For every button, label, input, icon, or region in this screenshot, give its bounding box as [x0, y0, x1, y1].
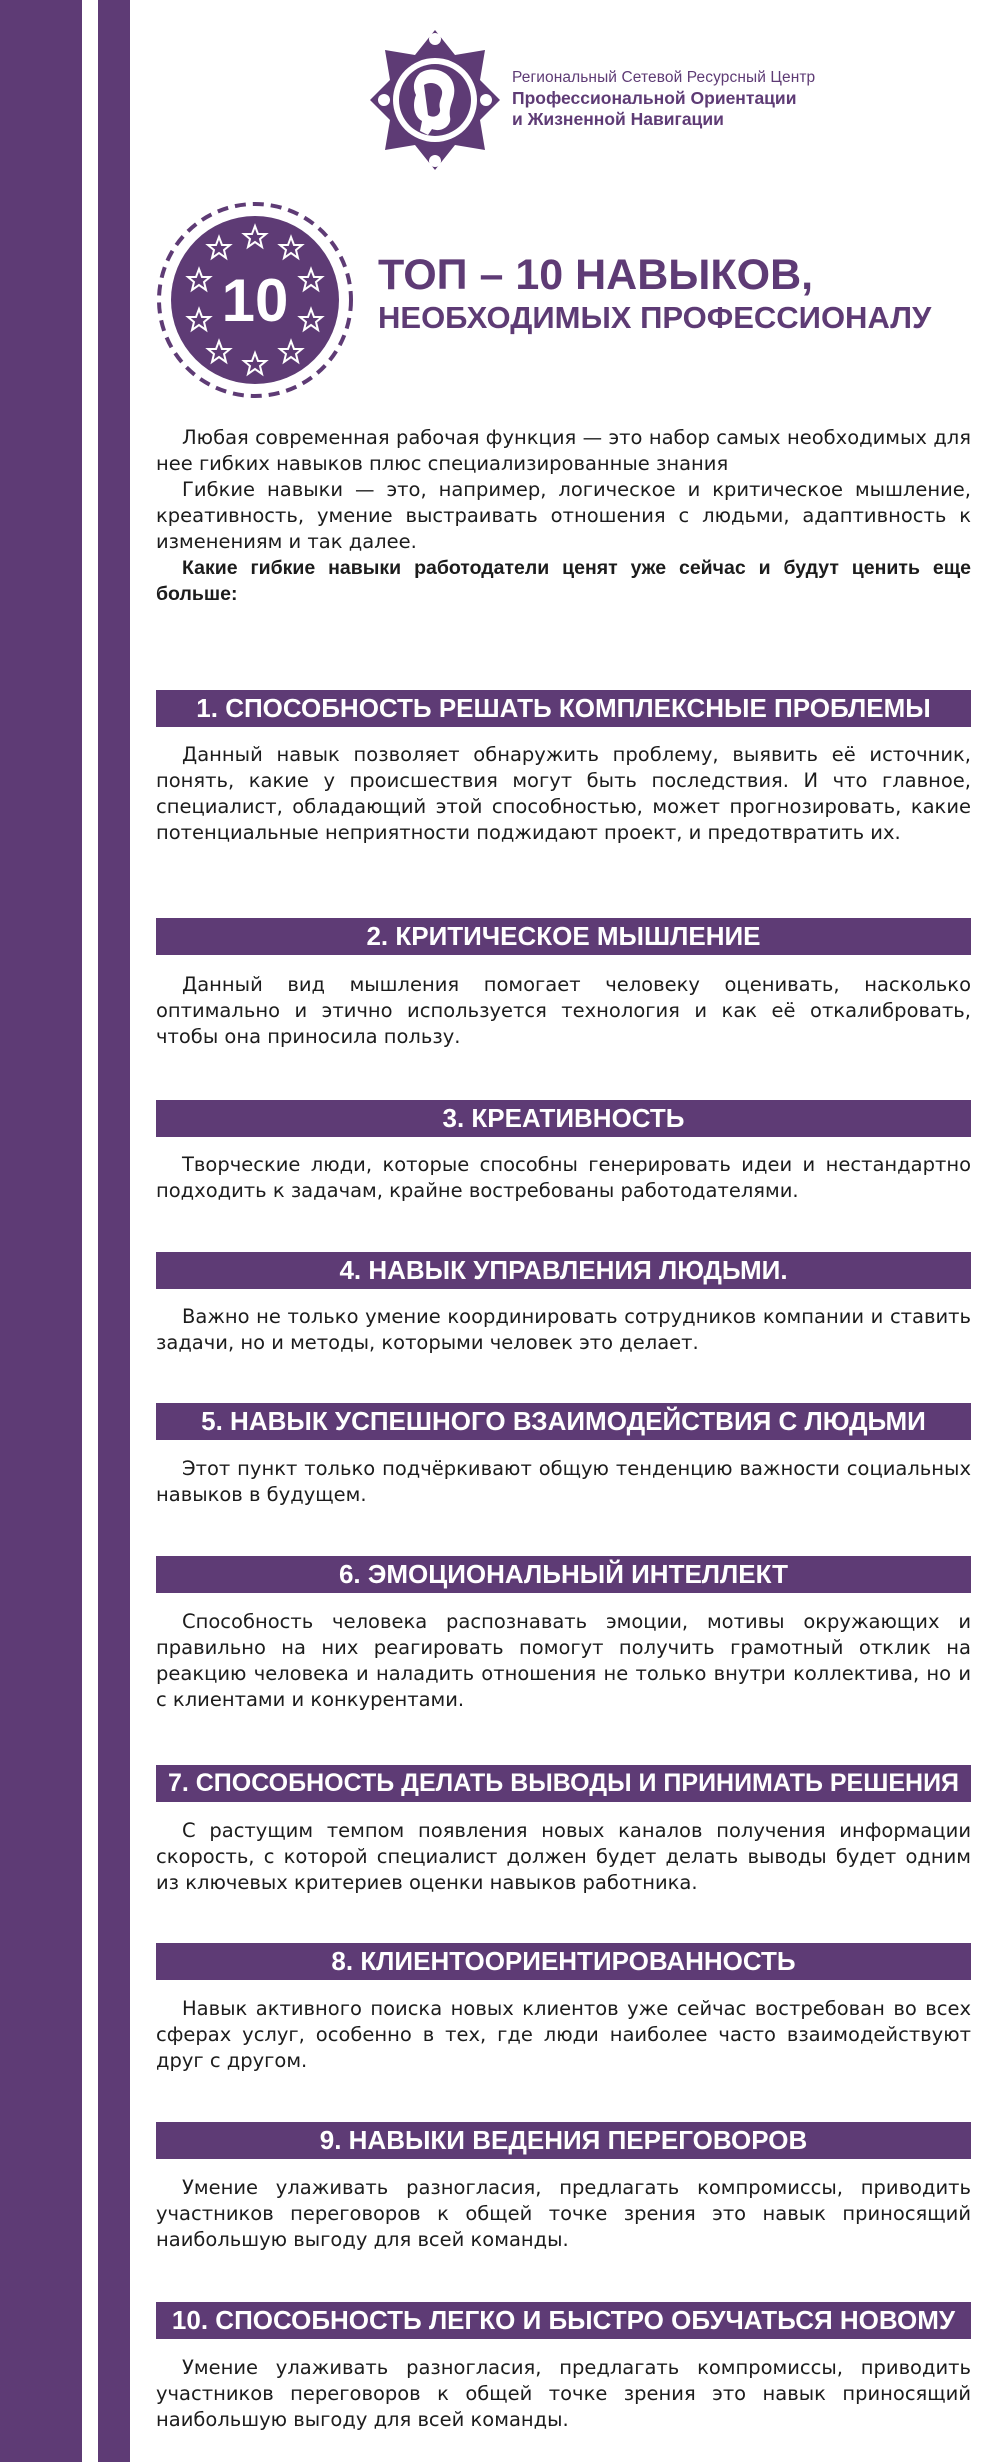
badge-number: 10 [221, 267, 289, 334]
left-stripe-wide [0, 0, 82, 2462]
skill-8-text: Навык активного поиска новых клиентов уже сейчас востребован во всех сферах услуг, особенно в тех, где люди наиболее часто взаимодействуют друг с другом. [156, 1997, 971, 2072]
logo-text [512, 67, 815, 130]
title-line-2: НЕОБХОДИМЫХ ПРОФЕССИОНАЛУ [378, 300, 932, 335]
skill-7-header: 7. СПОСОБНОСТЬ ДЕЛАТЬ ВЫВОДЫ И ПРИНИМАТЬ РЕШЕНИЯ [156, 1765, 971, 1802]
skill-1-header: 1. СПОСОБНОСТЬ РЕШАТЬ КОМПЛЕКСНЫЕ ПРОБЛЕМЫ [156, 690, 971, 727]
left-stripe-narrow [98, 0, 130, 2462]
skill-6-text: Способность человека распознавать эмоции, мотивы окружающих и правильно на них реагировать помогут получить грамотный отклик на реакцию человека и наладить отношения не только внутри коллектива, но и с клиентами и конкурентами. [156, 1610, 971, 1711]
logo-line-1: Региональный Сетевой Ресурсный Центр [512, 69, 816, 86]
page-title [378, 252, 931, 338]
compass-emblem-icon [370, 25, 500, 175]
top-10-badge [155, 200, 355, 400]
logo-line-3: и Жизненной Навигации [512, 109, 724, 129]
skill-10-text: Умение улаживать разногласия, предлагать компромиссы, приводить участников переговоров к общей точке зрения это навык приносящий наибольшую выгоду для всей команды. [156, 2356, 971, 2431]
organization-logo [370, 25, 1000, 175]
skill-10-header: 10. СПОСОБНОСТЬ ЛЕГКО И БЫСТРО ОБУЧАТЬСЯ НОВОМУ [156, 2302, 971, 2339]
skill-5-text: Этот пункт только подчёркивают общую тенденцию важности социальных навыков в будущем. [156, 1457, 971, 1506]
intro-paragraph-1: Любая современная рабочая функция — это набор самых необходимых для нее гибких навыков плюс специализированные знания [156, 426, 971, 475]
skill-1-text: Данный навык позволяет обнаружить проблему, выявить её источник, понять, какие у происшествия могут быть последствия. И что главное, специалист, обладающий этой способностью, может прогнозировать, какие потенциальные неприятности поджидают проект, и предотвратить их. [156, 743, 971, 844]
intro-question: Какие гибкие навыки работодатели ценят уже сейчас и будут ценить еще больше: [156, 557, 971, 605]
intro-paragraph-2: Гибкие навыки — это, например, логическое и критическое мышление, креативность, умение выстраивать отношения с людьми, адаптивность к изменениям и так далее. [156, 478, 971, 553]
logo-line-2: Профессиональной Ориентации [512, 88, 797, 108]
skill-2-text: Данный вид мышления помогает человеку оценивать, насколько оптимально и этично используется технология и как её откалибровать, чтобы она приносила пользу. [156, 973, 971, 1048]
title-line-1: ТОП – 10 НАВЫКОВ, [378, 251, 814, 299]
skill-4-text: Важно не только умение координировать сотрудников компании и ставить задачи, но и методы, которыми человек это делает. [156, 1305, 971, 1354]
skill-4-header: 4. НАВЫК УПРАВЛЕНИЯ ЛЮДЬМИ. [156, 1252, 971, 1289]
skill-3-header: 3. КРЕАТИВНОСТЬ [156, 1100, 971, 1137]
skill-8-header: 8. КЛИЕНТООРИЕНТИРОВАННОСТЬ [156, 1943, 971, 1980]
skill-2-header: 2. КРИТИЧЕСКОЕ МЫШЛЕНИЕ [156, 918, 971, 955]
skill-9-text: Умение улаживать разногласия, предлагать компромиссы, приводить участников переговоров к общей точке зрения это навык приносящий наибольшую выгоду для всей команды. [156, 2176, 971, 2251]
skill-3-text: Творческие люди, которые способны генерировать идеи и нестандартно подходить к задачам, крайне востребованы работодателями. [156, 1153, 971, 1202]
skill-7-text: С растущим темпом появления новых каналов получения информации скорость, с которой специалист должен будет делать выводы будет одним из ключевых критериев оценки навыков работника. [156, 1819, 971, 1894]
skill-6-header: 6. ЭМОЦИОНАЛЬНЫЙ ИНТЕЛЛЕКТ [156, 1556, 971, 1593]
skill-9-header: 9. НАВЫКИ ВЕДЕНИЯ ПЕРЕГОВОРОВ [156, 2122, 971, 2159]
intro-text [156, 425, 971, 607]
skill-5-header: 5. НАВЫК УСПЕШНОГО ВЗАИМОДЕЙСТВИЯ С ЛЮДЬМИ [156, 1403, 971, 1440]
